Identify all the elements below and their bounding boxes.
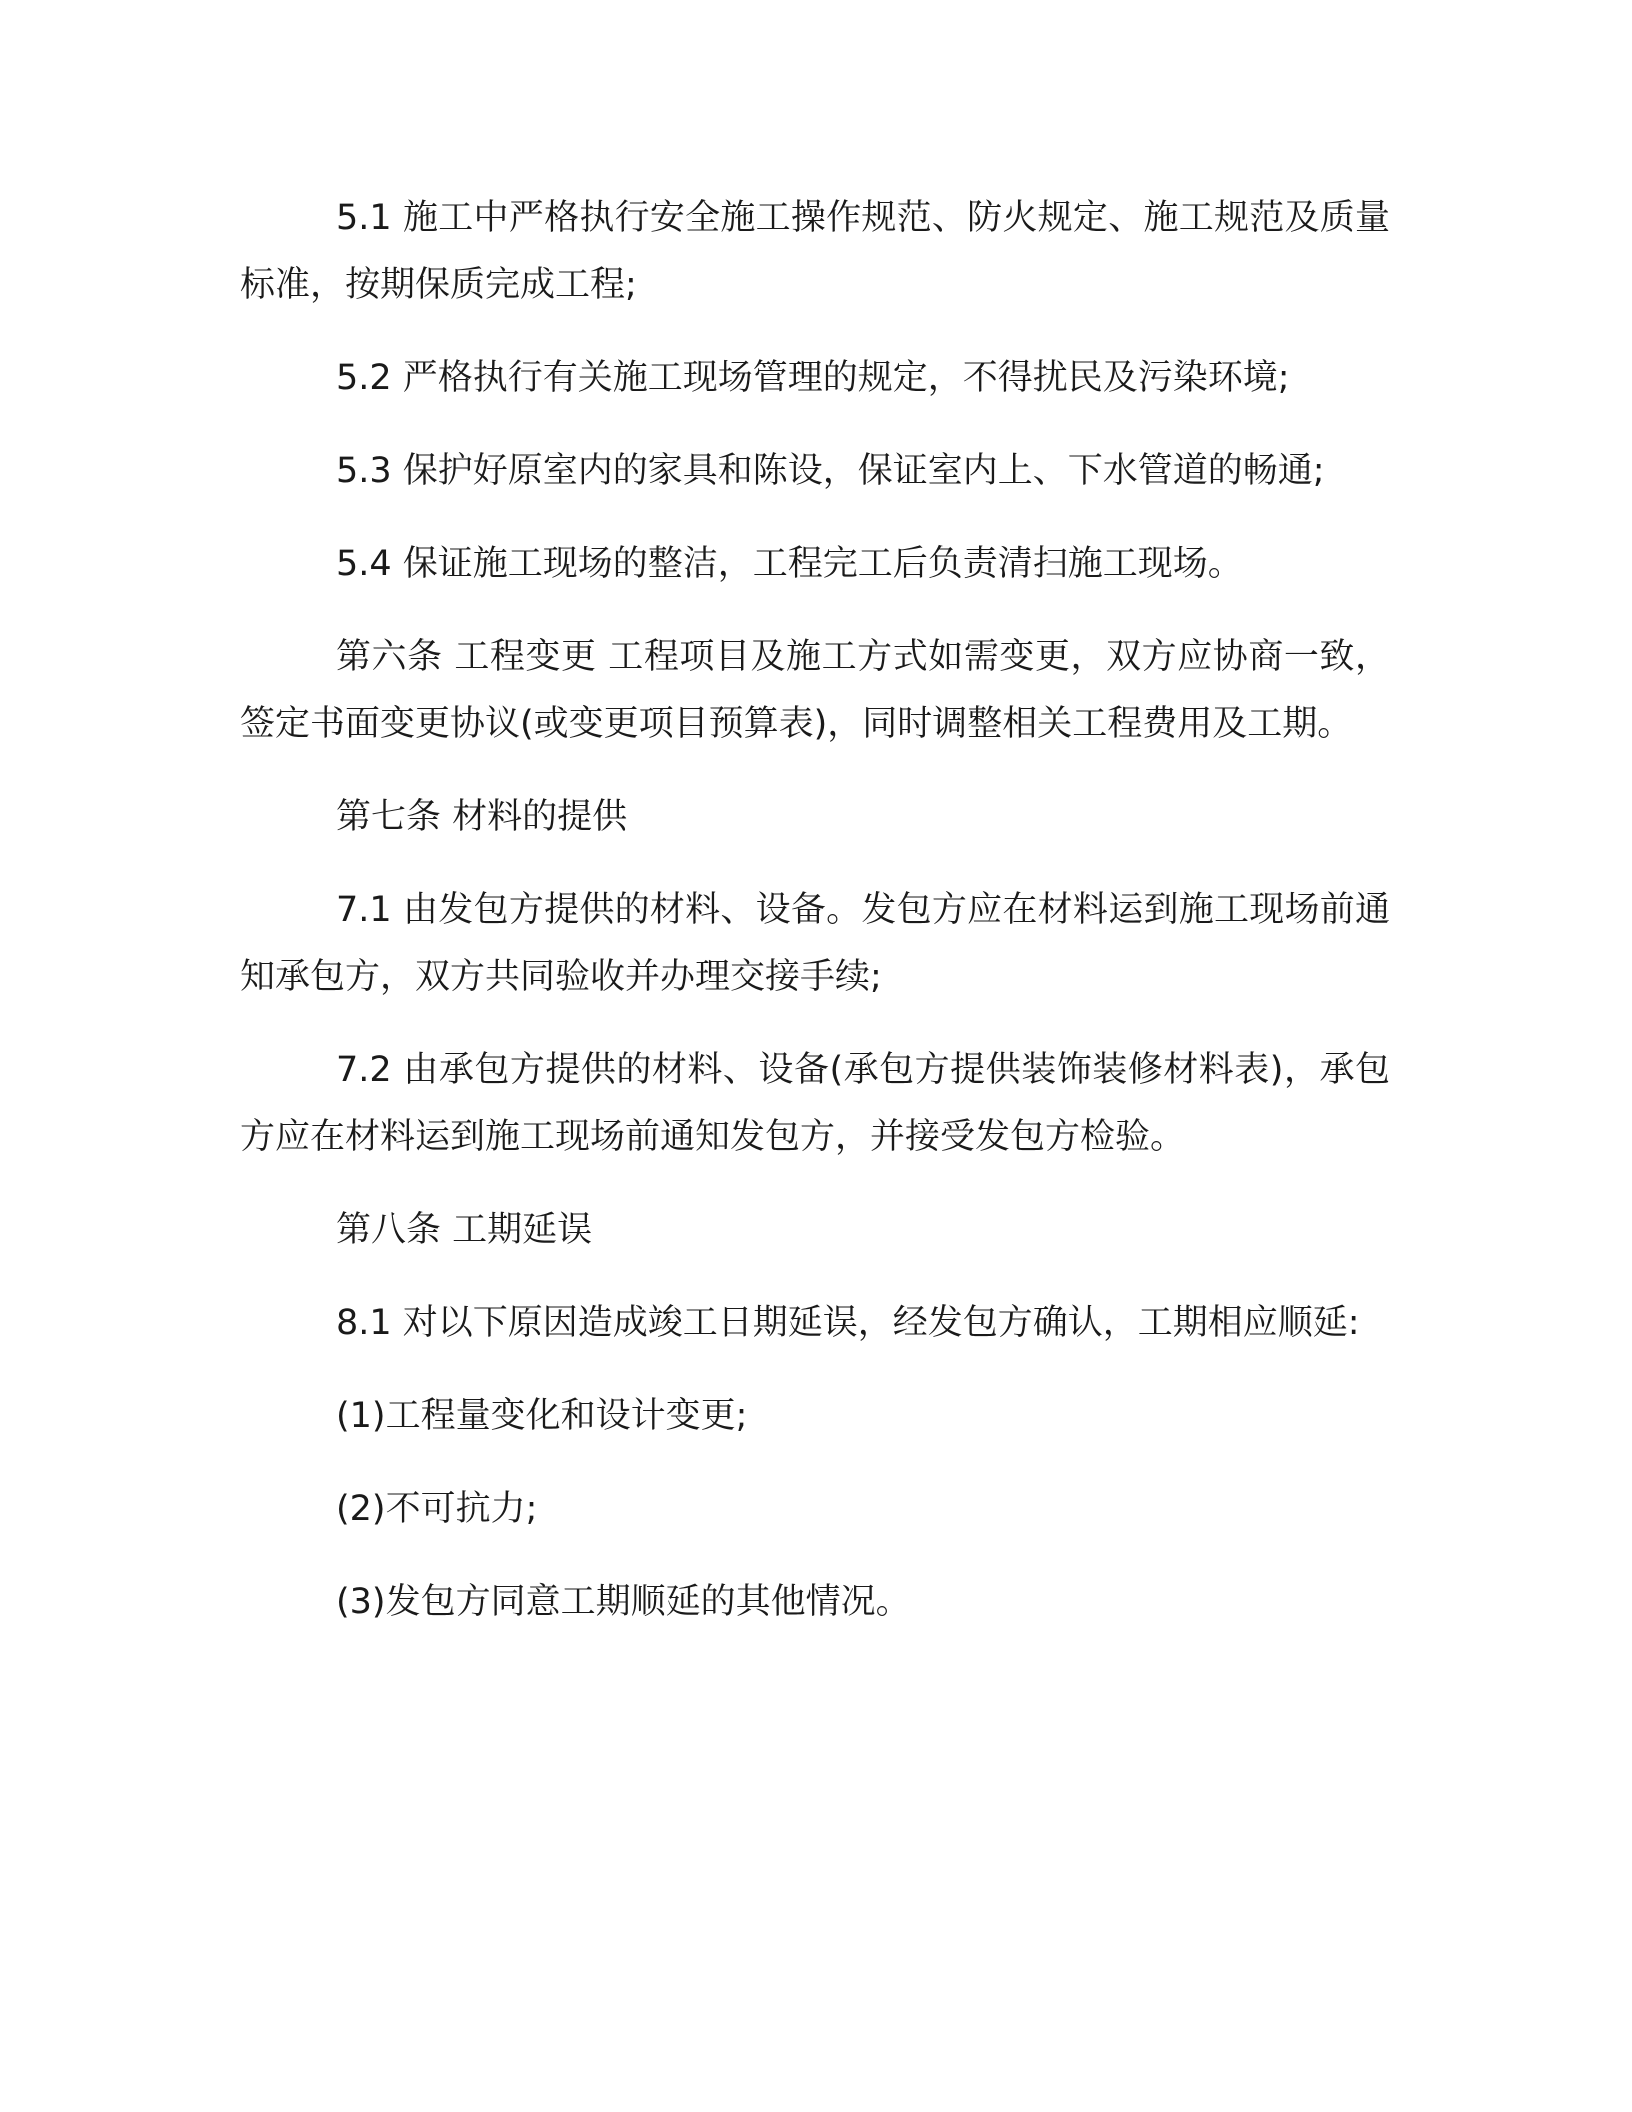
clause-5-1: 5.1 施工中严格执行安全施工操作规范、防火规定、施工规范及质量标准，按期保质完成工程; [240,198,1390,305]
clause-8-1: 8.1 对以下原因造成竣工日期延误，经发包方确认，工期相应顺延: [336,1303,1360,1343]
list-item-1: (1)工程量变化和设计变更; [336,1396,748,1436]
clause-5-2: 5.2 严格执行有关施工现场管理的规定，不得扰民及污染环境; [336,358,1290,398]
article-7-heading: 第七条 材料的提供 [336,797,628,837]
article-6-engineering-change: 第六条 工程变更 工程项目及施工方式如需变更，双方应协商一致，签定书面变更协议(或变更项目预算表)，同时调整相关工程费用及工期。 [240,637,1390,744]
clause-5-3: 5.3 保护好原室内的家具和陈设，保证室内上、下水管道的畅通; [336,451,1325,491]
list-item-2: (2)不可抗力; [336,1489,538,1529]
clause-7-2: 7.2 由承包方提供的材料、设备(承包方提供装饰装修材料表)，承包方应在材料运到施工现场前通知发包方，并接受发包方检验。 [240,1050,1390,1157]
clause-5-4: 5.4 保证施工现场的整洁，工程完工后负责清扫施工现场。 [336,544,1243,584]
article-8-heading: 第八条 工期延误 [336,1210,593,1250]
list-item-3: (3)发包方同意工期顺延的其他情况。 [336,1582,911,1622]
document-body [240,185,1390,1662]
clause-7-1: 7.1 由发包方提供的材料、设备。发包方应在材料运到施工现场前通知承包方，双方共同验收并办理交接手续; [240,890,1390,997]
